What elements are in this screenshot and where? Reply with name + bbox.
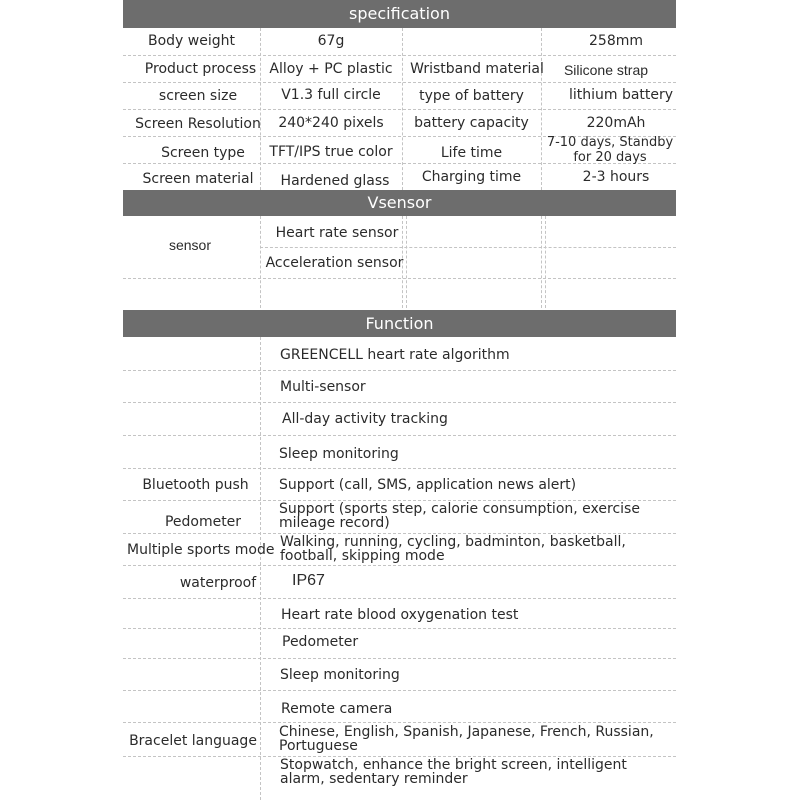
function-value: Heart rate blood oxygenation test bbox=[281, 607, 519, 623]
function-label: Bluetooth push bbox=[142, 477, 249, 493]
divider bbox=[541, 216, 542, 308]
spec-value: lithium battery bbox=[568, 87, 674, 103]
sensor-label: sensor bbox=[168, 237, 212, 253]
spec-value: Alloy + PC plastic bbox=[269, 61, 393, 77]
sensor-item: Acceleration sensor bbox=[265, 255, 404, 271]
divider bbox=[123, 278, 676, 279]
divider bbox=[123, 468, 676, 469]
sensor-item: Heart rate sensor bbox=[275, 225, 399, 241]
function-value: GREENCELL heart rate algorithm bbox=[280, 347, 510, 363]
spec-value: V1.3 full circle bbox=[281, 87, 381, 103]
spec-value: 7-10 days, Standby for 20 days bbox=[546, 135, 674, 165]
function-value: Stopwatch, enhance the bright screen, intelligent alarm, sedentary reminder bbox=[280, 757, 627, 787]
function-label: waterproof bbox=[179, 575, 257, 591]
function-value: Sleep monitoring bbox=[280, 667, 400, 683]
spec-label: Screen type bbox=[161, 145, 245, 161]
function-label: Multiple sports mode bbox=[127, 542, 275, 558]
spec-label: Charging time bbox=[421, 169, 522, 185]
function-value: Sleep monitoring bbox=[279, 446, 399, 462]
spec-label: Product process bbox=[144, 61, 257, 77]
spec-label: Wristband material bbox=[410, 61, 544, 77]
divider bbox=[260, 247, 676, 248]
function-value: Pedometer bbox=[282, 634, 359, 650]
divider bbox=[123, 565, 676, 566]
divider bbox=[545, 216, 546, 308]
spec-value: 220mAh bbox=[586, 115, 646, 131]
sensor-header: Vsensor bbox=[123, 190, 676, 216]
function-value: IP67 bbox=[292, 572, 325, 589]
function-value: Support (call, SMS, application news alert) bbox=[279, 477, 577, 493]
spec-value: 2-3 hours bbox=[582, 169, 650, 185]
divider bbox=[123, 628, 676, 629]
divider bbox=[123, 690, 676, 691]
divider bbox=[123, 435, 676, 436]
divider bbox=[123, 658, 676, 659]
spec-value: 240*240 pixels bbox=[278, 115, 384, 131]
spec-value: Silicone strap bbox=[563, 62, 649, 78]
spec-label: battery capacity bbox=[414, 115, 529, 131]
spec-label: screen size bbox=[158, 88, 238, 104]
spec-value: TFT/IPS true color bbox=[269, 144, 393, 160]
function-header: Function bbox=[123, 310, 676, 337]
divider bbox=[123, 109, 676, 110]
divider bbox=[260, 337, 261, 800]
spec-value: Hardened glass bbox=[280, 173, 390, 189]
spec-label: Screen material bbox=[142, 171, 254, 187]
function-value: Multi-sensor bbox=[280, 379, 366, 395]
divider bbox=[123, 598, 676, 599]
spec-label: Body weight bbox=[148, 33, 235, 49]
spec-value: 67g bbox=[317, 33, 345, 49]
divider bbox=[123, 370, 676, 371]
spec-label: Screen Resolution bbox=[135, 116, 261, 132]
divider bbox=[123, 82, 676, 83]
function-label: Bracelet language bbox=[129, 733, 257, 749]
spec-value: 258mm bbox=[589, 33, 643, 49]
function-value: Support (sports step, calorie consumption, exercise mileage record) bbox=[279, 501, 640, 531]
function-value: Chinese, English, Spanish, Japanese, French, Russian, Portuguese bbox=[279, 724, 654, 754]
spec-label: type of battery bbox=[419, 88, 524, 104]
specification-header: specification bbox=[123, 0, 676, 28]
function-value: Walking, running, cycling, badminton, basketball, football, skipping mode bbox=[280, 534, 626, 564]
function-value: All-day activity tracking bbox=[282, 411, 448, 427]
divider bbox=[260, 216, 261, 308]
function-label: Pedometer bbox=[164, 514, 242, 530]
spec-label: Life time bbox=[440, 145, 503, 161]
divider bbox=[123, 402, 676, 403]
divider bbox=[123, 722, 676, 723]
function-value: Remote camera bbox=[281, 701, 393, 717]
divider bbox=[123, 55, 676, 56]
